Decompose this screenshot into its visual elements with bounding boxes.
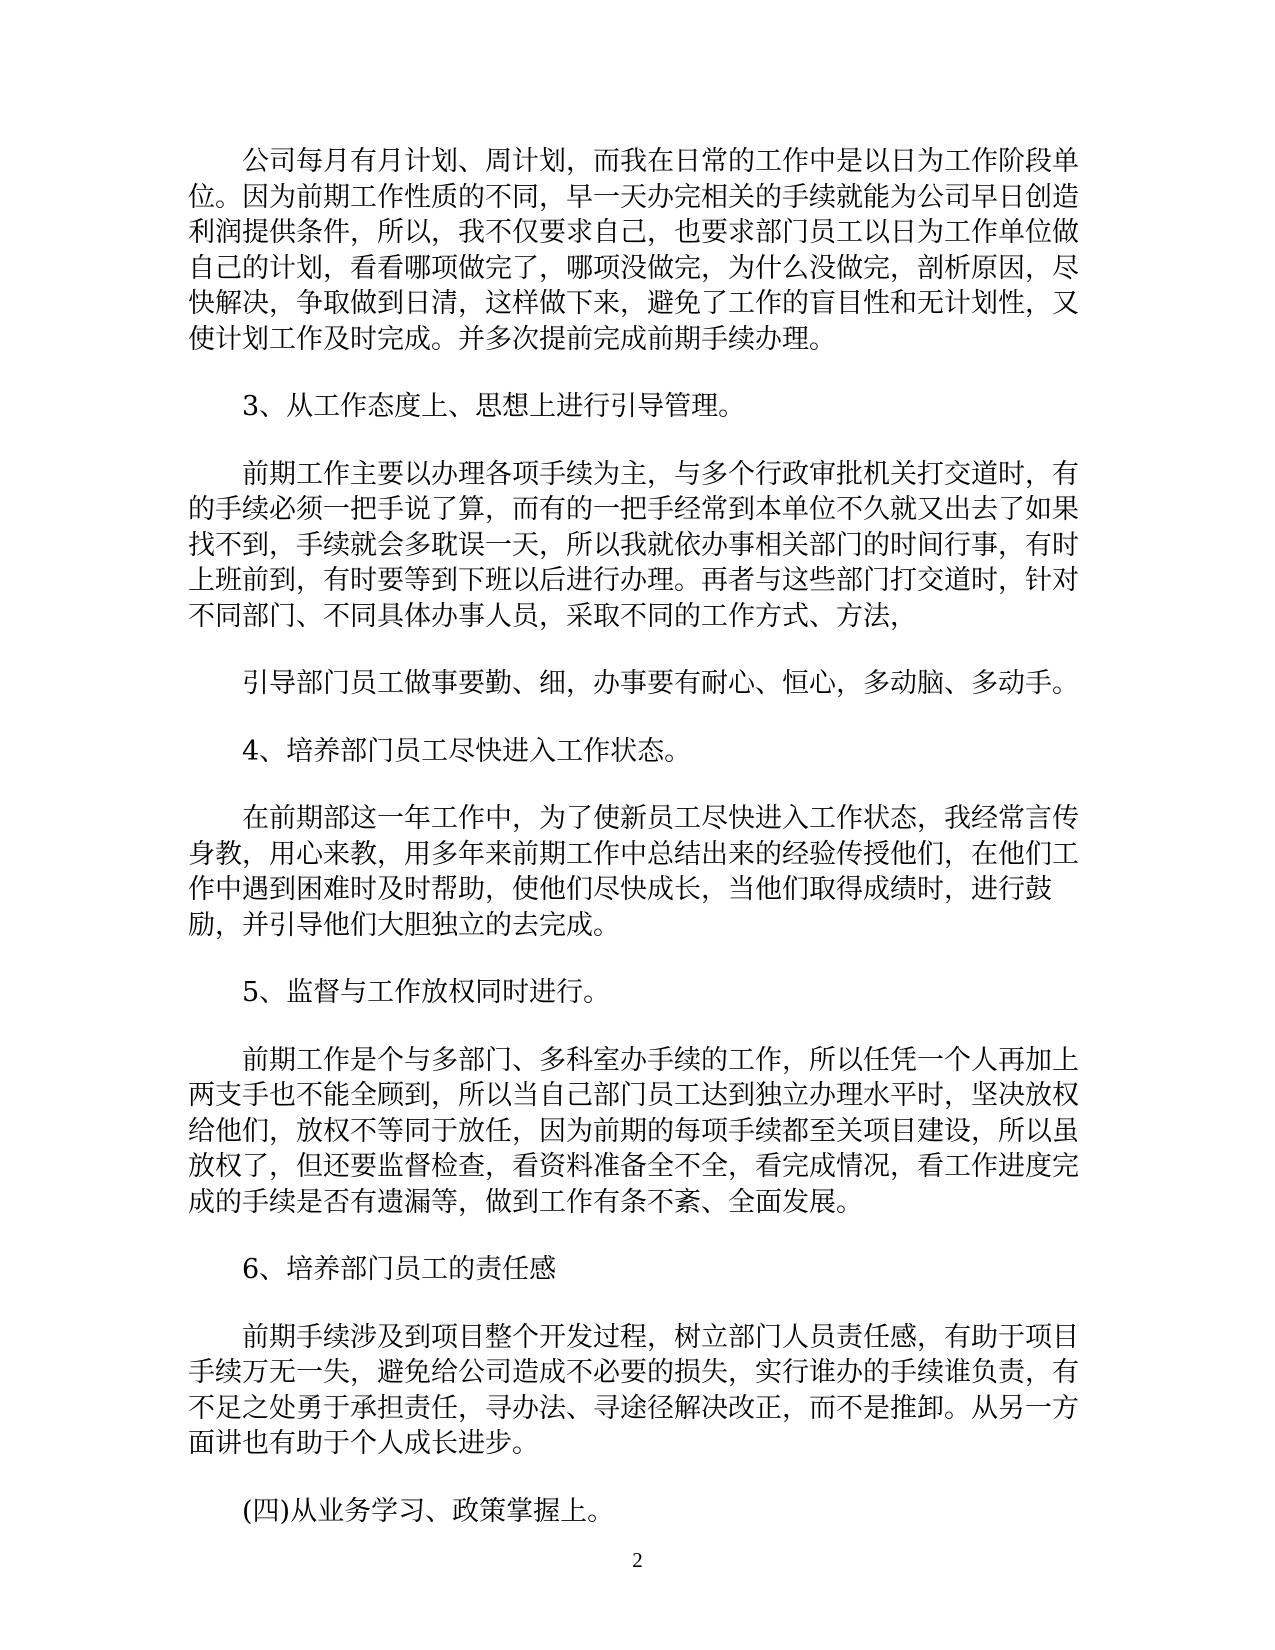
text-line: 自己的计划，看看哪项做完了，哪项没做完，为什么没做完，剖析原因，尽 xyxy=(188,252,1079,284)
heading-section-4 xyxy=(188,1494,1088,1530)
text-line: 面讲也有助于个人成长进步。 xyxy=(188,1428,539,1459)
paragraph-admin-procedures xyxy=(188,457,1088,635)
text-line: 找不到，手续就会多耽误一天，所以我就依办事相关部门的时间行事，有时 xyxy=(188,529,1079,561)
text-line: 不同部门、不同具体办事人员，采取不同的工作方式、方法， xyxy=(188,600,917,632)
text-line: 不足之处勇于承担责任，寻办法、寻途径解决改正，而不是推卸。从另一方 xyxy=(188,1392,1079,1424)
heading-item-4 xyxy=(188,734,1088,770)
page-number: 2 xyxy=(632,1548,643,1572)
paragraph-new-staff xyxy=(188,801,1088,943)
paragraph-daily-planning xyxy=(188,144,1088,357)
text-line: 成的手续是否有遗漏等，做到工作有条不紊、全面发展。 xyxy=(188,1186,863,1218)
heading-item-6 xyxy=(188,1252,1088,1288)
text-line: 前期手续涉及到项目整个开发过程，树立部门人员责任感，有助于项目 xyxy=(242,1321,1079,1353)
text-line: 作中遇到困难时及时帮助，使他们尽快成长，当他们取得成绩时，进行鼓 xyxy=(188,874,1052,905)
text-line: 4、培养部门员工尽快进入工作状态。 xyxy=(242,735,692,767)
text-line: 的手续必须一把手说了算，而有的一把手经常到本单位不久就又出去了如果 xyxy=(188,494,1079,525)
text-line: 手续万无一失，避免给公司造成不必要的损失，实行谁办的手续谁负责，有 xyxy=(188,1357,1079,1388)
text-line: 前期工作主要以办理各项手续为主，与多个行政审批机关打交道时，有 xyxy=(242,458,1079,490)
text-line: 引导部门员工做事要勤、细，办事要有耐心、恒心，多动脑、多动手。 xyxy=(242,668,1079,699)
text-line: 6、培养部门员工的责任感 xyxy=(242,1254,557,1285)
text-line: 放权了，但还要监督检查，看资料准备全不全，看完成情况，看工作进度完 xyxy=(188,1151,1079,1182)
text-line: 3、从工作态度上、思想上进行引导管理。 xyxy=(242,391,746,422)
paragraph-guidance xyxy=(188,666,1088,702)
text-line: (四)从业务学习、政策掌握上。 xyxy=(242,1495,615,1527)
heading-item-3 xyxy=(188,389,1088,425)
text-line: 在前期部这一年工作中，为了使新员工尽快进入工作状态，我经常言传 xyxy=(242,803,1079,834)
text-line: 身教，用心来教，用多年来前期工作中总结出来的经验传授他们，在他们工 xyxy=(188,838,1079,870)
text-line: 5、监督与工作放权同时进行。 xyxy=(242,977,611,1008)
text-line: 上班前到，有时要等到下班以后进行办理。再者与这些部门打交道时，针对 xyxy=(188,565,1079,596)
text-line: 前期工作是个与多部门、多科室办手续的工作，所以任凭一个人再加上 xyxy=(242,1044,1079,1076)
text-line: 公司每月有月计划、周计划，而我在日常的工作中是以日为工作阶段单 xyxy=(242,146,1079,177)
heading-item-5 xyxy=(188,975,1088,1011)
text-line: 两支手也不能全顾到，所以当自己部门员工达到独立办理水平时，坚决放权 xyxy=(188,1080,1079,1111)
text-line: 励，并引导他们大胆独立的去完成。 xyxy=(188,909,620,941)
paragraph-responsibility xyxy=(188,1320,1088,1462)
document-body xyxy=(188,144,1088,1529)
text-line: 使计划工作及时完成。并多次提前完成前期手续办理。 xyxy=(188,323,836,355)
text-line: 给他们，放权不等同于放任，因为前期的每项手续都至关项目建设，所以虽 xyxy=(188,1115,1079,1147)
text-line: 利润提供条件，所以，我不仅要求自己，也要求部门员工以日为工作单位做 xyxy=(188,217,1079,248)
paragraph-delegation xyxy=(188,1043,1088,1221)
text-line: 位。因为前期工作性质的不同，早一天办完相关的手续就能为公司早日创造 xyxy=(188,181,1079,213)
text-line: 快解决，争取做到日清，这样做下来，避免了工作的盲目性和无计划性，又 xyxy=(188,288,1079,319)
